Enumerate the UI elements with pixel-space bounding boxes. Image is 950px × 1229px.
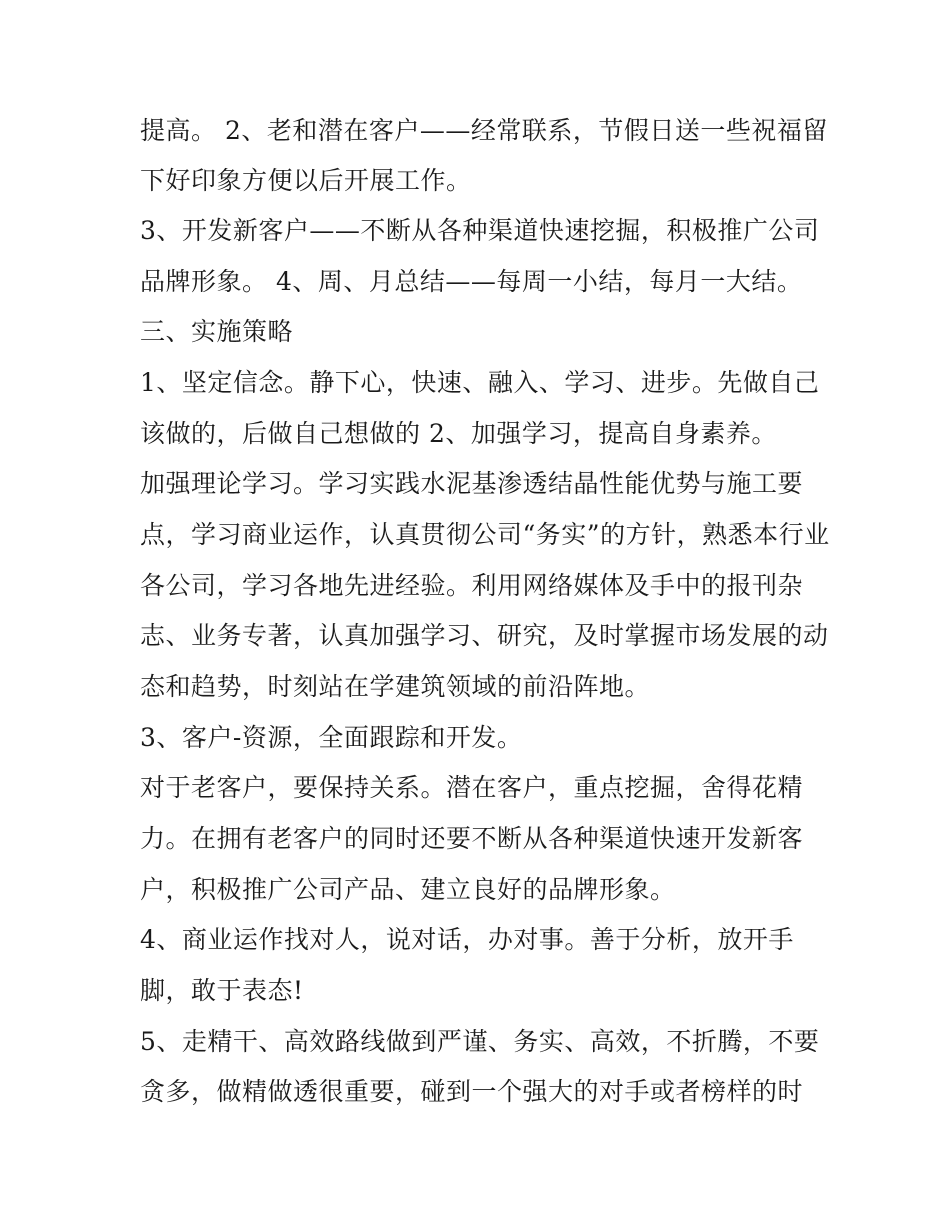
text-line: 户，积极推广公司产品、建立良好的品牌形象。: [140, 875, 676, 904]
text-line: 加强理论学习。学习实践水泥基渗透结晶性能优势与施工要: [140, 469, 804, 498]
text-line: 点，学习商业运作，认真贯彻公司“务实”的方针，熟悉本行业: [140, 520, 830, 549]
text-line: 贪多，做精做透很重要，碰到一个强大的对手或者榜样的时: [140, 1077, 804, 1106]
text-line: 对于老客户，要保持关系。潜在客户，重点挖掘，舍得花精: [140, 773, 804, 802]
text-line: 4、商业运作找对人，说对话，办对事。善于分析，放开手: [140, 925, 794, 954]
text-line: 该做的，后做自己想做的 2、加强学习，提高自身素养。: [140, 419, 777, 448]
section-heading: 三、实施策略: [140, 317, 294, 346]
text-line: 品牌形象。 4、周、月总结——每周一小结，每月一大结。: [140, 267, 803, 296]
text-line: 脚，敢于表态!: [140, 976, 304, 1005]
text-line: 力。在拥有老客户的同时还要不断从各种渠道快速开发新客: [140, 824, 804, 853]
text-line: 3、开发新客户——不断从各种渠道快速挖掘，积极推广公司: [140, 216, 820, 245]
text-line: 5、走精干、高效路线做到严谨、务实、高效，不折腾，不要: [140, 1027, 820, 1056]
text-line: 态和趋势，时刻站在学建筑领域的前沿阵地。: [140, 672, 651, 701]
text-line: 下好印象方便以后开展工作。: [140, 166, 472, 195]
text-line: 各公司，学习各地先进经验。利用网络媒体及手中的报刊杂: [140, 571, 804, 600]
text-line: 3、客户-资源，全面跟踪和开发。: [140, 723, 523, 752]
text-line: 1、坚定信念。静下心，快速、融入、学习、进步。先做自己: [140, 368, 820, 397]
text-line: 提高。 2、老和潜在客户——经常联系，节假日送一些祝福留: [140, 116, 828, 145]
text-line: 志、业务专著，认真加强学习、研究，及时掌握市场发展的动: [140, 621, 829, 650]
